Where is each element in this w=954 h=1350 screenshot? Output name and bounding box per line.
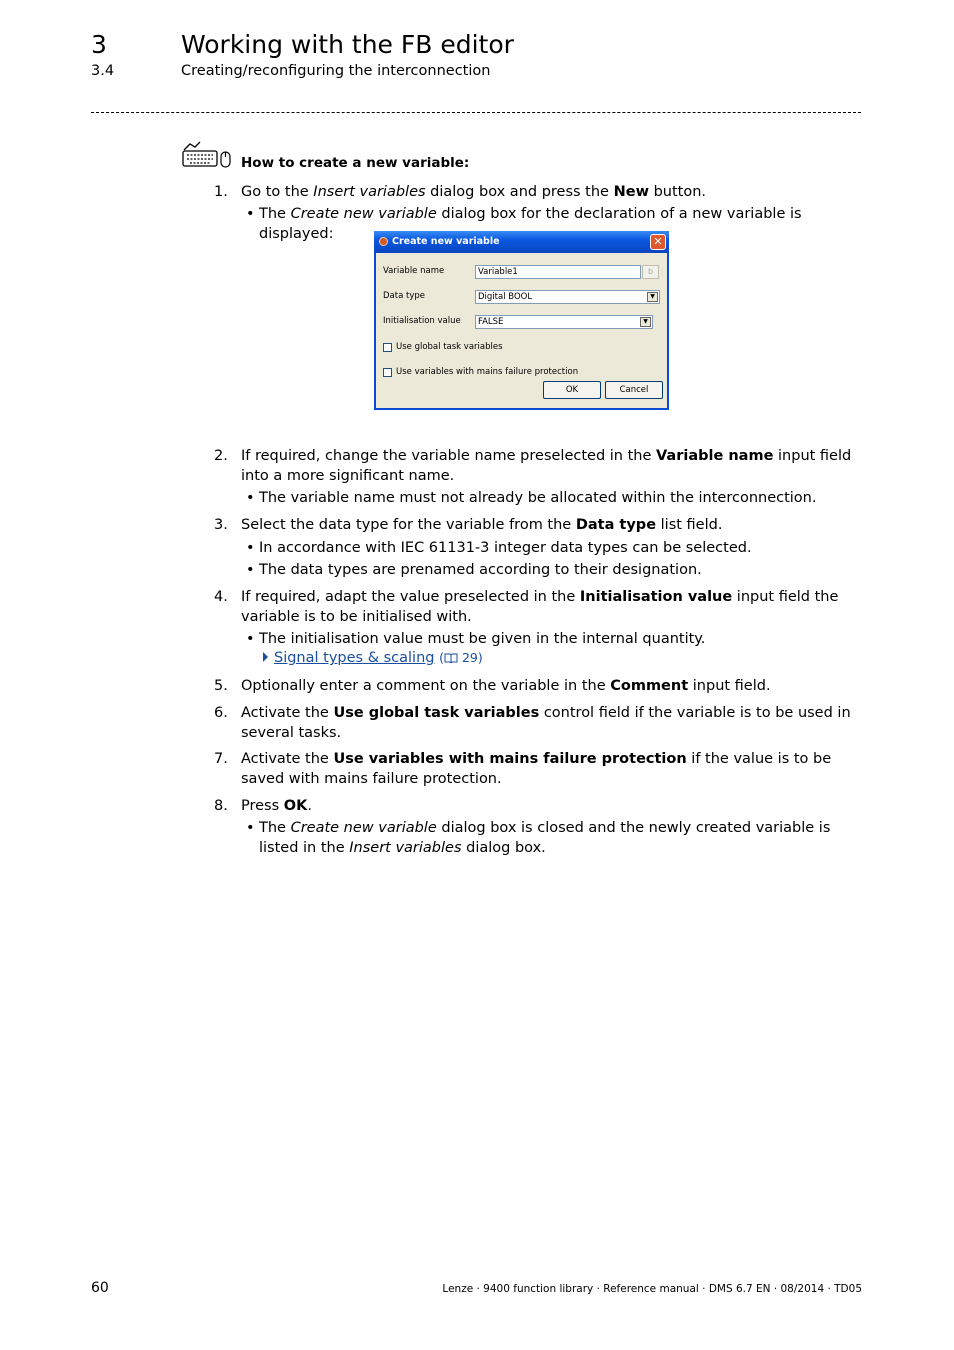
keyboard-mouse-icon [181,140,233,170]
variable-name-label: Variable name [383,266,445,276]
step-number: 1. [214,184,228,200]
data-type-select[interactable]: Digital BOOL ▼ [475,290,660,304]
step-number: 7. [214,751,228,767]
mains-failure-checkbox-label: Use variables with mains failure protection [396,367,579,377]
cross-reference[interactable] [263,648,483,668]
chapter-title: Working with the FB editor [181,30,514,59]
bullet-item: • The initialisation value must be given in the internal quantity. [246,631,706,647]
bullet-item: • In accordance with IEC 61131-3 integer data types can be selected. [246,540,752,556]
section-number: 3.4 [91,63,115,79]
header-divider [91,112,861,113]
create-new-variable-dialog [374,231,669,410]
step-number: 6. [214,705,228,721]
howto-title: How to create a new variable: [241,155,470,171]
step-text: Optionally enter a comment on the variable in the Comment input field. [241,678,771,694]
book-icon [444,653,458,663]
bullet-item: • The Create new variable dialog box for the declaration of a new variable is displayed: [246,206,802,242]
close-icon[interactable]: ✕ [650,234,666,250]
page-reference[interactable]: ( 29) [439,650,483,665]
step-number: 8. [214,798,228,814]
variable-name-input[interactable]: Variable1 [475,265,641,279]
dialog-title: Create new variable [392,236,500,247]
bullet-item: • The Create new variable dialog box is closed and the newly created variable is listed in the Insert variables dialog box. [246,820,831,856]
data-type-label: Data type [383,291,425,301]
arrow-right-icon [263,652,268,662]
bullet-item: • The data types are prenamed according to their designation. [246,562,702,578]
chevron-down-icon[interactable]: ▼ [640,317,651,327]
mouse-icon [221,152,230,167]
dialog-titlebar [374,231,669,253]
chapter-number: 3 [91,30,107,59]
global-task-checkbox[interactable] [383,343,392,352]
signal-types-link[interactable]: Signal types & scaling [274,650,435,666]
page-number: 60 [91,1280,109,1296]
init-value-select[interactable]: FALSE ▼ [475,315,653,329]
section-title: Creating/reconfiguring the interconnection [181,63,491,79]
cancel-button[interactable]: Cancel [605,381,663,399]
chevron-down-icon[interactable]: ▼ [647,292,658,302]
step-number: 4. [214,589,228,605]
step-number: 5. [214,678,228,694]
app-icon [379,237,388,246]
bullet-item: • The variable name must not already be allocated within the interconnection. [246,490,817,506]
step-text: If required, adapt the value preselected in the Initialisation value input field the variable is to be initialised with. [241,589,839,625]
init-value-label: Initialisation value [383,316,461,326]
step-text: Select the data type for the variable from the Data type list field. [241,517,723,533]
global-task-checkbox-label: Use global task variables [396,342,503,352]
step-text: Go to the Insert variables dialog box and press the New button. [241,184,707,200]
ok-button[interactable]: OK [543,381,601,399]
step-text: Activate the Use global task variables control field if the variable is to be used in several tasks. [241,705,851,741]
step-number: 2. [214,448,228,464]
step-text: If required, change the variable name preselected in the Variable name input field into a more significant name. [241,448,852,484]
step-text: Press OK. [241,798,312,814]
mains-failure-checkbox[interactable] [383,368,392,377]
step-number: 3. [214,517,228,533]
footer-info: Lenze · 9400 function library · Reference manual · DMS 6.7 EN · 08/2014 · TD05 [442,1283,862,1295]
keyboard-icon [183,142,217,166]
step-text: Activate the Use variables with mains failure protection if the value is to be saved with mains failure protection. [241,751,832,787]
variable-name-browse-button[interactable]: b [642,265,659,279]
